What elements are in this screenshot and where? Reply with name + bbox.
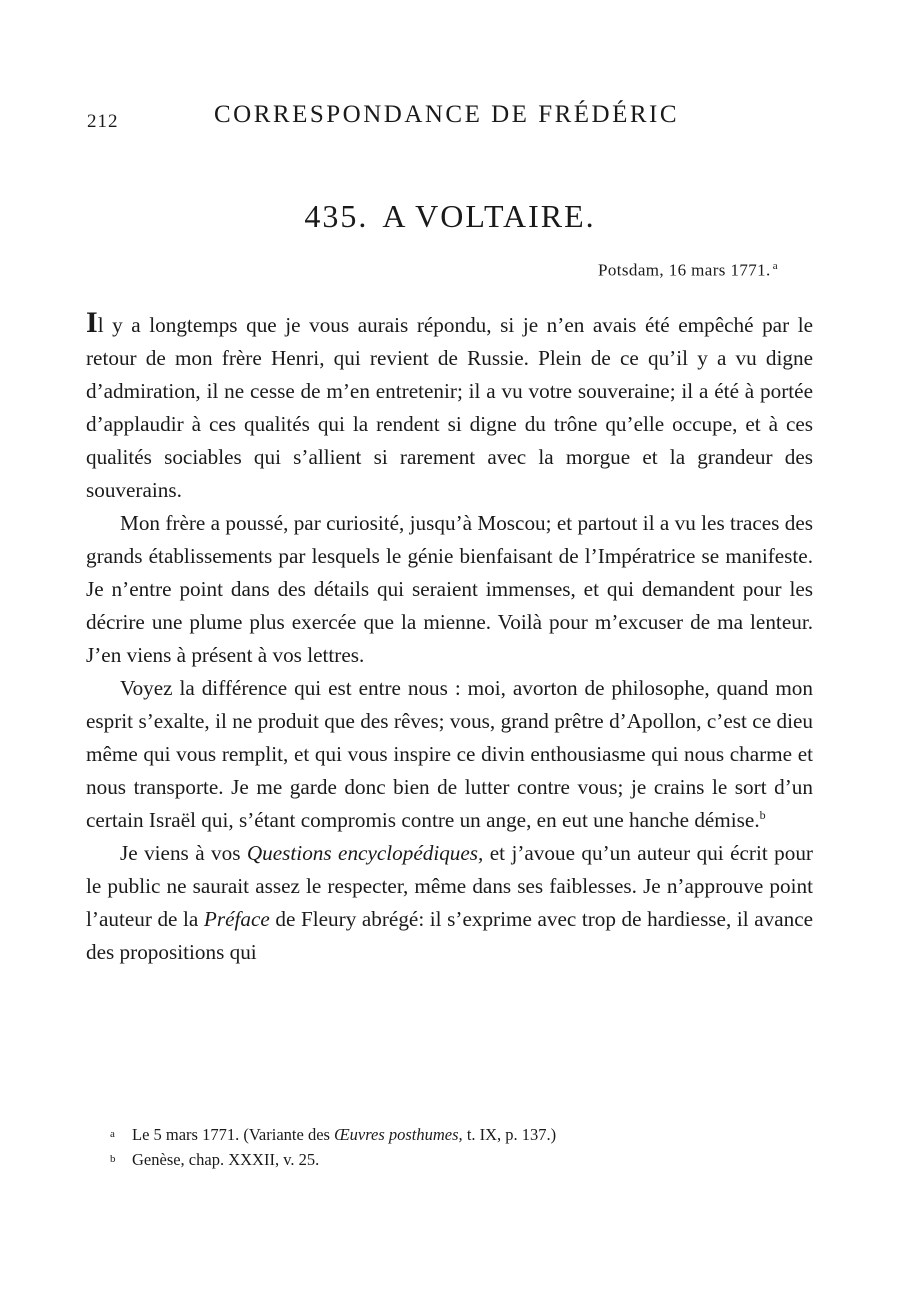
drop-cap: I <box>86 306 98 339</box>
paragraph-3-text: Voyez la différence qui est entre nous : moi, avorton de philosophe, quand mon esprit s’exalte, il ne produit que des rêves; vous, grand prêtre d’Apollon, c’est ce dieu même qui vous remplit, et qui vous inspire ce divin enthousiasme qui nous charme et nous transporte. Je me garde donc bien de lutter contre vous; je crains le sort d’un certain Israël qui, s’étant compromis contre un ange, en eut une hanche démise. <box>86 676 813 832</box>
footnote-b-mark: b <box>110 1153 116 1165</box>
paragraph-4 <box>86 837 813 969</box>
footnote-a <box>110 1122 810 1147</box>
footnote-ref-b: b <box>759 807 766 822</box>
paragraph-1-text: l y a longtemps que je vous aurais répondu, si je n’en avais été empêché par le retour de mon frère Henri, qui revient de Russie. Plein de ce qu’il y a vu digne d’admiration, il ne cesse de m’en entretenir; il a vu votre souveraine; il a été à portée d’applaudir à ces qualités qui la rendent si digne du trône qu’elle occupe, et à ces qualités sociables qui s’allient si rarement avec la morgue et la grandeur des souverains. <box>86 313 813 502</box>
paragraph-2: Mon frère a poussé, par curiosité, jusqu’à Moscou; et partout il a vu les traces des grands établissements par lesquels le génie bienfaisant de l’Impératrice se manifeste. Je n’entre point dans des détails qui seraient immenses, et qui demandent pour les décrire une plume plus exercée que la mienne. Voilà pour m’excuser de ma lenteur. J’en viens à présent à vos lettres. <box>86 511 813 667</box>
footnote-a-title: Œuvres posthumes, <box>334 1125 463 1144</box>
footnotes <box>110 1122 810 1172</box>
letter-body <box>86 306 813 969</box>
footnote-b <box>110 1147 810 1172</box>
footnote-a-text-before: Le 5 mars 1771. (Variante des <box>132 1125 335 1144</box>
letter-dateline <box>598 260 778 281</box>
footnote-b-text: Genèse, chap. XXXII, v. 25. <box>132 1150 320 1169</box>
paragraph-4-start: Je viens à vos <box>120 841 247 865</box>
running-title: CORRESPONDANCE DE FRÉDÉRIC <box>214 101 680 128</box>
footnote-a-mark: a <box>110 1128 115 1140</box>
letter-heading <box>0 198 900 235</box>
footnote-a-text-after: t. IX, p. 137.) <box>462 1125 557 1144</box>
title-questions-encyclopediques: Questions encyclopédiques, <box>246 841 484 865</box>
paragraph-1 <box>86 306 813 507</box>
page-number: 212 <box>87 111 119 132</box>
paragraph-4-end: de Fleury abrégé: il s’exprime avec trop de hardiesse, il avance des propositions qui <box>86 907 813 964</box>
paragraph-3 <box>86 672 813 837</box>
paragraph-4-mid: et j’avoue qu’un auteur qui écrit pour le public ne saurait assez le respecter, même dans ses faiblesses. Je n’approuve point l’auteur de la <box>86 841 813 931</box>
title-preface: Préface <box>203 907 270 931</box>
dateline-text: Potsdam, 16 mars 1771. <box>598 260 771 280</box>
dateline-note-mark: a <box>772 260 778 272</box>
letter-number: 435. <box>304 198 369 234</box>
letter-recipient: A VOLTAIRE. <box>382 198 596 234</box>
